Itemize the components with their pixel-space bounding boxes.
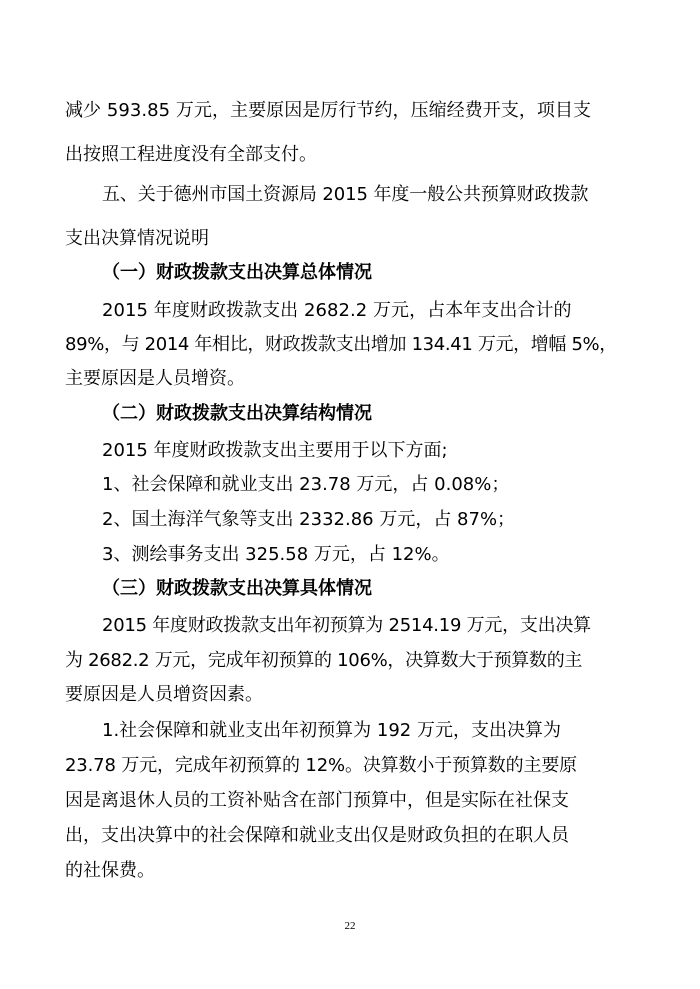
paragraph-line: 2015 年度财政拨款支出 2682.2 万元，占本年支出合计的 bbox=[102, 300, 572, 321]
section-heading-line: 五、关于德州市国土资源局 2015 年度一般公共预算财政拨款 bbox=[102, 184, 589, 205]
paragraph-line: 主要原因是人员增资。 bbox=[65, 368, 245, 389]
list-item: 2、国土海洋气象等支出 2332.86 万元，占 87%； bbox=[102, 509, 516, 530]
page-number: 22 bbox=[344, 920, 356, 932]
list-item: 1、社会保障和就业支出 23.78 万元，占 0.08%； bbox=[102, 474, 510, 495]
paragraph-line: 89%，与 2014 年相比，财政拨款支出增加 134.41 万元，增幅 5%， bbox=[65, 334, 617, 355]
paragraph-line: 为 2682.2 万元，完成年初预算的 106%，决算数大于预算数的主 bbox=[65, 650, 583, 671]
paragraph-line: 的社保费。 bbox=[65, 860, 155, 881]
paragraph-line: 1.社会保障和就业支出年初预算为 192 万元，支出决算为 bbox=[102, 720, 561, 741]
section-heading-line: 支出决算情况说明 bbox=[65, 228, 209, 249]
paragraph-line: 2015 年度财政拨款支出主要用于以下方面; bbox=[102, 440, 448, 461]
subsection-heading: （一）财政拨款支出决算总体情况 bbox=[102, 262, 372, 283]
paragraph-line: 要原因是人员增资因素。 bbox=[65, 684, 263, 705]
paragraph-line: 因是离退休人员的工资补贴含在部门预算中，但是实际在社保支 bbox=[65, 790, 569, 811]
paragraph-line: 出按照工程进度没有全部支付。 bbox=[65, 144, 317, 165]
paragraph-line: 减少 593.85 万元，主要原因是厉行节约，压缩经费开支，项目支 bbox=[65, 100, 592, 121]
paragraph-line: 出，支出决算中的社会保障和就业支出仅是财政负担的在职人员 bbox=[65, 825, 569, 846]
list-item: 3、测绘事务支出 325.58 万元，占 12%。 bbox=[102, 544, 450, 565]
subsection-heading: （二）财政拨款支出决算结构情况 bbox=[102, 403, 372, 424]
subsection-heading: （三）财政拨款支出决算具体情况 bbox=[102, 578, 372, 599]
paragraph-line: 2015 年度财政拨款支出年初预算为 2514.19 万元，支出决算 bbox=[102, 615, 591, 636]
paragraph-line: 23.78 万元，完成年初预算的 12%。决算数小于预算数的主要原 bbox=[65, 755, 578, 776]
